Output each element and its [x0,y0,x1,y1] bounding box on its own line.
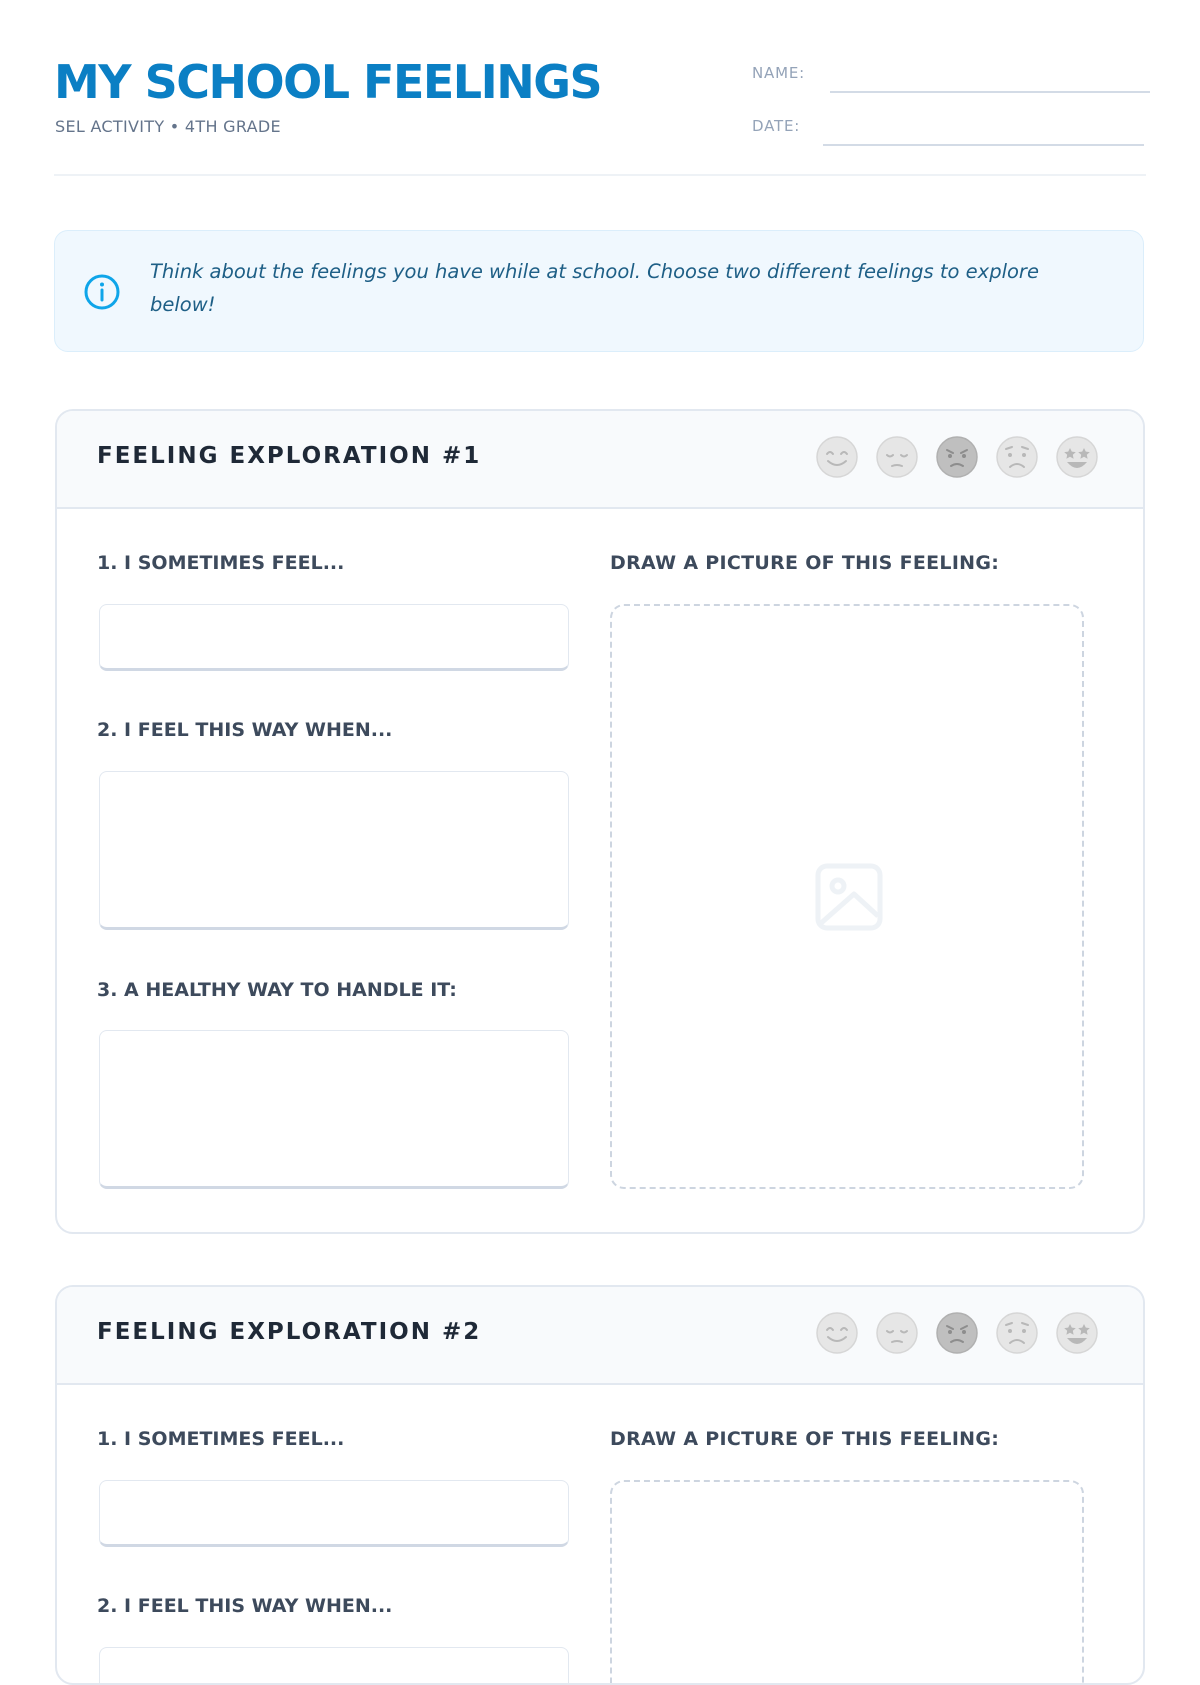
drawing-area[interactable] [610,1480,1084,1685]
name-field[interactable] [830,91,1150,93]
card-header [57,1287,1143,1385]
feeling-exploration-card-2 [55,1285,1145,1685]
page-subtitle: SEL ACTIVITY • 4TH GRADE [55,117,281,136]
smiling-face-icon[interactable] [815,435,859,479]
feeling-answer-field[interactable] [99,1480,569,1547]
card-title: FEELING EXPLORATION #2 [97,1319,482,1345]
worried-face-icon[interactable] [995,435,1039,479]
instructions-callout [54,230,1144,352]
instructions-text: Think about the feelings you have while at school. Choose two different feelings to explore below! [150,260,1039,316]
header-divider [54,174,1146,176]
angry-face-icon[interactable] [935,435,979,479]
date-label: DATE: [752,117,801,135]
question-label: 3. A HEALTHY WAY TO HANDLE IT: [97,979,457,1001]
name-label: NAME: [752,64,805,82]
card-title: FEELING EXPLORATION #1 [97,443,482,469]
feeling-answer-field[interactable] [99,604,569,671]
sad-relieved-face-icon[interactable] [875,435,919,479]
info-circle-icon [83,273,121,311]
when-answer-field[interactable] [99,1647,569,1685]
question-label: 2. I FEEL THIS WAY WHEN... [97,719,393,741]
draw-label: DRAW A PICTURE OF THIS FEELING: [610,552,1000,574]
angry-face-icon[interactable] [935,1311,979,1355]
drawing-area[interactable] [610,604,1084,1189]
date-field[interactable] [823,144,1144,146]
star-struck-face-icon[interactable] [1055,435,1099,479]
worried-face-icon[interactable] [995,1311,1039,1355]
sad-relieved-face-icon[interactable] [875,1311,919,1355]
image-placeholder-icon [814,862,884,932]
when-answer-field[interactable] [99,771,569,930]
coping-answer-field[interactable] [99,1030,569,1189]
card-header [57,411,1143,509]
feeling-exploration-card-1 [55,409,1145,1234]
question-label: 2. I FEEL THIS WAY WHEN... [97,1595,393,1617]
page-title: MY SCHOOL FEELINGS [54,55,602,109]
smiling-face-icon[interactable] [815,1311,859,1355]
star-struck-face-icon[interactable] [1055,1311,1099,1355]
question-label: 1. I SOMETIMES FEEL... [97,1428,345,1450]
question-label: 1. I SOMETIMES FEEL... [97,552,345,574]
draw-label: DRAW A PICTURE OF THIS FEELING: [610,1428,1000,1450]
